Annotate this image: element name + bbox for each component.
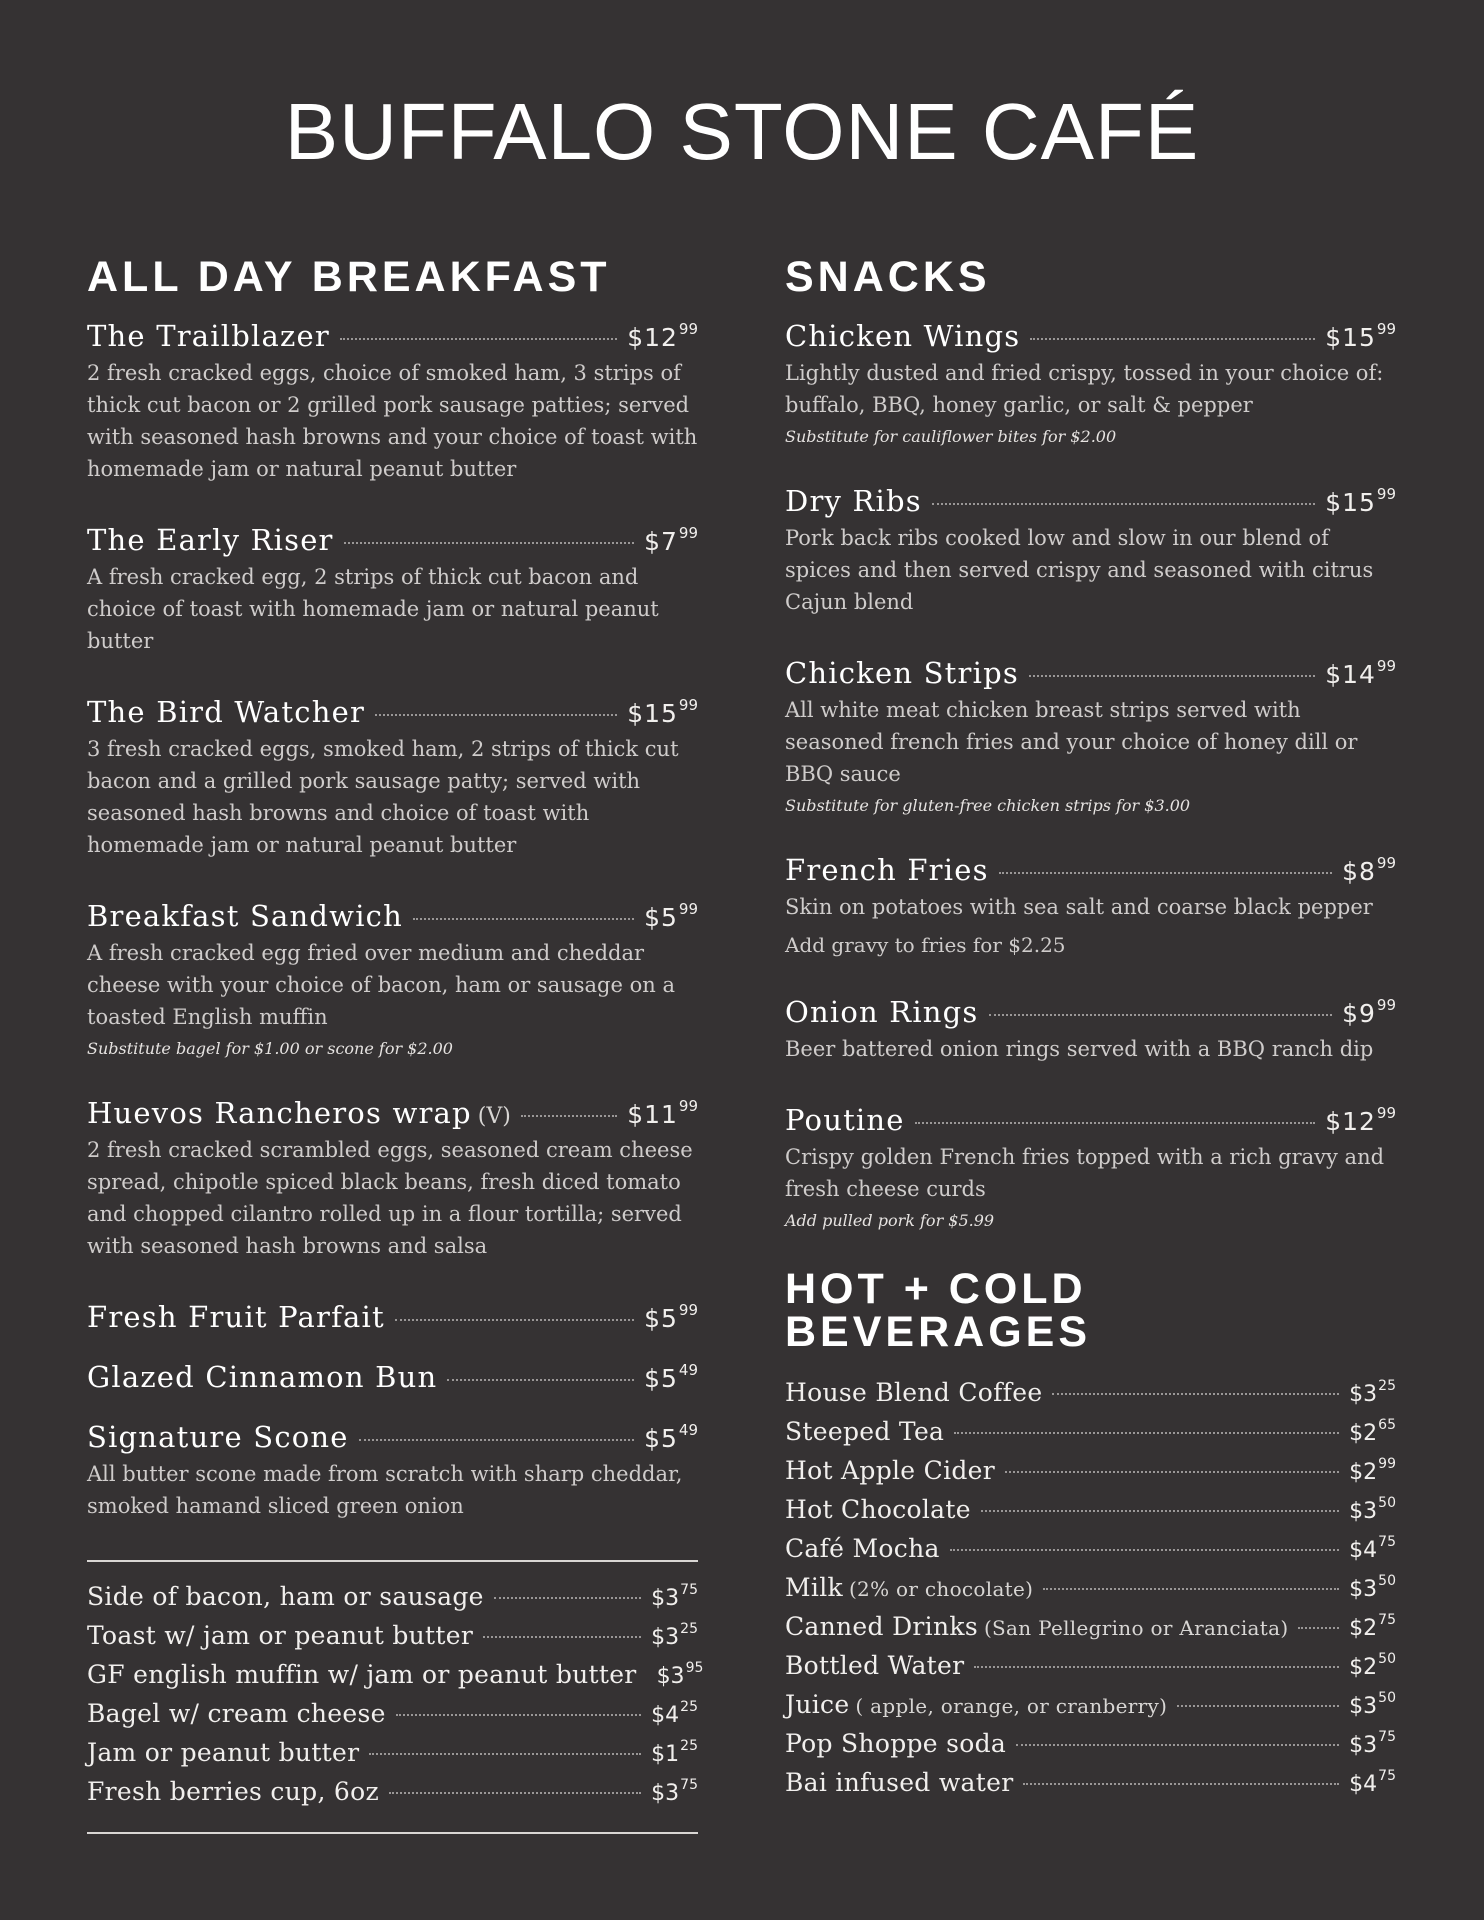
price-cents: 50 bbox=[1378, 1651, 1396, 1667]
price-cents: 99 bbox=[1378, 1456, 1396, 1472]
beverage-item bbox=[785, 1768, 1396, 1807]
dot-leader bbox=[375, 714, 617, 716]
row-name-text: Steeped Tea bbox=[785, 1417, 945, 1446]
row-name bbox=[87, 1699, 386, 1728]
menu-item-header bbox=[785, 995, 1396, 1029]
dot-leader bbox=[1016, 1744, 1339, 1746]
price-dollars: $1 bbox=[651, 1742, 680, 1767]
dot-leader bbox=[389, 1792, 641, 1794]
beverage-item bbox=[785, 1495, 1396, 1534]
price-cents: 25 bbox=[680, 1699, 698, 1715]
menu-item bbox=[87, 695, 698, 861]
item-name bbox=[785, 484, 922, 518]
row-name bbox=[785, 1495, 971, 1524]
dot-leader bbox=[989, 1014, 1333, 1016]
menu-item-header bbox=[87, 1360, 698, 1394]
price-cents: 99 bbox=[678, 900, 698, 918]
menu-item-header bbox=[87, 523, 698, 557]
row-name-text: Fresh berries cup, 6oz bbox=[87, 1777, 379, 1806]
menu-item bbox=[87, 1096, 698, 1262]
row-price bbox=[657, 1660, 704, 1689]
dot-leader bbox=[954, 1432, 1339, 1434]
price-cents: 49 bbox=[678, 1361, 698, 1379]
item-price bbox=[644, 1361, 698, 1393]
row-price bbox=[1349, 1378, 1396, 1407]
breakfast-items bbox=[87, 319, 698, 1522]
dot-leader bbox=[1043, 1588, 1339, 1590]
item-description: A fresh cracked egg, 2 strips of thick cut bacon and choice of toast with homemade jam or natural peanut butter bbox=[87, 565, 659, 653]
row-name bbox=[87, 1621, 473, 1650]
price-dollars: $2 bbox=[1349, 1421, 1378, 1446]
price-dollars: $2 bbox=[1349, 1460, 1378, 1485]
price-dollars: $3 bbox=[1349, 1577, 1378, 1602]
row-name-text: Canned Drinks bbox=[785, 1612, 978, 1641]
row-price bbox=[651, 1582, 698, 1611]
item-description: All white meat chicken breast strips served with seasoned french fries and your choice of honey dill or BBQ sauce bbox=[785, 698, 1358, 786]
item-name bbox=[87, 1096, 511, 1130]
row-name bbox=[785, 1690, 1167, 1719]
price-dollars: $4 bbox=[1349, 1772, 1378, 1797]
row-name bbox=[785, 1612, 1288, 1641]
item-price bbox=[1325, 1104, 1396, 1136]
item-name bbox=[87, 1420, 349, 1454]
price-cents: 99 bbox=[1376, 854, 1396, 872]
price-dollars: $7 bbox=[644, 527, 678, 556]
snack-items bbox=[785, 319, 1396, 1230]
price-dollars: $9 bbox=[1342, 999, 1376, 1028]
item-price bbox=[627, 1097, 698, 1129]
price-dollars: $3 bbox=[651, 1586, 680, 1611]
item-name-text: Breakfast Sandwich bbox=[87, 899, 403, 933]
item-price bbox=[1342, 996, 1396, 1028]
menu-item bbox=[785, 995, 1396, 1065]
menu-item bbox=[785, 319, 1396, 446]
item-price bbox=[644, 1421, 698, 1453]
item-name bbox=[785, 995, 979, 1029]
dot-leader bbox=[974, 1666, 1339, 1668]
price-cents: 99 bbox=[678, 1301, 698, 1319]
dot-leader bbox=[1052, 1393, 1339, 1395]
beverages-list bbox=[785, 1378, 1396, 1807]
row-name-text: Hot Chocolate bbox=[785, 1495, 971, 1524]
item-name bbox=[87, 523, 334, 557]
price-cents: 99 bbox=[678, 320, 698, 338]
item-name-text: Signature Scone bbox=[87, 1420, 349, 1454]
item-price bbox=[644, 1301, 698, 1333]
menu-item-header bbox=[87, 899, 698, 933]
dot-leader bbox=[1030, 338, 1315, 340]
row-name-text: Bagel w/ cream cheese bbox=[87, 1699, 386, 1728]
price-cents: 99 bbox=[1376, 996, 1396, 1014]
menu-item bbox=[87, 1360, 698, 1394]
item-name-text: Dry Ribs bbox=[785, 484, 922, 518]
dot-leader bbox=[1023, 1783, 1339, 1785]
row-name bbox=[87, 1777, 379, 1806]
price-cents: 99 bbox=[1376, 657, 1396, 675]
beverage-item bbox=[785, 1534, 1396, 1573]
menu-item bbox=[87, 1420, 698, 1522]
row-price bbox=[1349, 1690, 1396, 1719]
item-name bbox=[87, 899, 403, 933]
row-price bbox=[651, 1699, 698, 1728]
vegetarian-mark: (V) bbox=[477, 1104, 511, 1129]
item-description: Lightly dusted and fried crispy, tossed in your choice of: buffalo, BBQ, honey garlic, or salt & pepper bbox=[785, 361, 1384, 417]
row-name-text: Toast w/ jam or peanut butter bbox=[87, 1621, 474, 1650]
price-cents: 25 bbox=[680, 1621, 698, 1637]
item-name bbox=[785, 1103, 905, 1137]
row-price bbox=[1349, 1495, 1396, 1524]
item-name-text: Fresh Fruit Parfait bbox=[87, 1300, 385, 1334]
row-name bbox=[87, 1582, 484, 1611]
price-cents: 95 bbox=[685, 1660, 704, 1676]
price-dollars: $8 bbox=[1342, 857, 1376, 886]
row-price bbox=[1349, 1456, 1396, 1485]
dot-leader bbox=[396, 1714, 641, 1716]
beverage-item bbox=[785, 1690, 1396, 1729]
dot-leader bbox=[950, 1549, 1339, 1551]
price-cents: 99 bbox=[678, 524, 698, 542]
item-description: Crispy golden French fries topped with a rich gravy and fresh cheese curds bbox=[785, 1145, 1385, 1201]
menu-item-header bbox=[87, 1096, 698, 1130]
dot-leader bbox=[999, 872, 1332, 874]
item-name-text: The Early Riser bbox=[87, 523, 334, 557]
price-dollars: $5 bbox=[644, 1304, 678, 1333]
beverage-item bbox=[785, 1729, 1396, 1768]
menu-item-header bbox=[785, 1103, 1396, 1137]
row-price bbox=[651, 1777, 698, 1806]
dot-leader bbox=[494, 1597, 641, 1599]
dot-leader bbox=[1177, 1705, 1339, 1707]
price-dollars: $11 bbox=[627, 1100, 678, 1129]
dot-leader bbox=[932, 503, 1315, 505]
price-dollars: $2 bbox=[1349, 1616, 1378, 1641]
menu-item-header bbox=[785, 853, 1396, 887]
price-cents: 75 bbox=[1378, 1729, 1396, 1745]
price-dollars: $5 bbox=[644, 1364, 678, 1393]
item-name bbox=[785, 656, 1019, 690]
row-name bbox=[87, 1738, 359, 1767]
item-note: Substitute for gluten-free chicken strips for $3.00 bbox=[785, 796, 1191, 815]
menu-item-header bbox=[87, 695, 698, 729]
side-item bbox=[87, 1738, 698, 1777]
menu-item bbox=[785, 853, 1396, 957]
dot-leader bbox=[395, 1319, 634, 1321]
menu-item bbox=[87, 899, 698, 1058]
item-description: All butter scone made from scratch with sharp cheddar, smoked hamand sliced green onion bbox=[87, 1462, 683, 1518]
side-item bbox=[87, 1777, 698, 1816]
item-description: 3 fresh cracked eggs, smoked ham, 2 strips of thick cut bacon and a grilled pork sausage patty; served with seasoned hash browns and choice of toast with homemade jam or natural peanut butter bbox=[87, 737, 679, 857]
menu-item-header bbox=[87, 319, 698, 353]
item-name-text: Onion Rings bbox=[785, 995, 979, 1029]
price-cents: 25 bbox=[680, 1738, 698, 1754]
sides-list bbox=[87, 1562, 704, 1832]
menu-item bbox=[785, 656, 1396, 815]
price-dollars: $12 bbox=[627, 323, 678, 352]
row-price bbox=[1349, 1651, 1396, 1680]
dot-leader bbox=[340, 338, 617, 340]
dot-leader bbox=[1298, 1627, 1339, 1629]
item-price bbox=[1325, 657, 1396, 689]
dot-leader bbox=[981, 1510, 1339, 1512]
item-description: Skin on potatoes with sea salt and coarse black pepper bbox=[785, 895, 1373, 919]
snacks-heading: SNACKS bbox=[785, 253, 991, 301]
dot-leader bbox=[344, 542, 634, 544]
price-cents: 75 bbox=[680, 1777, 698, 1793]
breakfast-heading: ALL DAY BREAKFAST bbox=[87, 253, 611, 301]
row-name bbox=[785, 1768, 1013, 1797]
menu-item bbox=[87, 523, 698, 657]
beverage-item bbox=[785, 1378, 1396, 1417]
row-name-text: House Blend Coffee bbox=[785, 1378, 1043, 1407]
menu-item bbox=[87, 1300, 698, 1334]
item-name bbox=[87, 1300, 385, 1334]
item-description: Pork back ribs cooked low and slow in our blend of spices and then served crispy and seasoned with citrus Cajun blend bbox=[785, 526, 1374, 614]
side-item bbox=[87, 1660, 704, 1699]
item-price bbox=[1325, 320, 1396, 352]
item-name-text: Poutine bbox=[785, 1103, 905, 1137]
row-price bbox=[651, 1738, 698, 1767]
price-cents: 99 bbox=[1376, 485, 1396, 503]
price-dollars: $4 bbox=[651, 1703, 680, 1728]
row-name-text: Bai infused water bbox=[785, 1768, 1014, 1797]
price-cents: 75 bbox=[1378, 1534, 1396, 1550]
item-name-text: The Bird Watcher bbox=[87, 695, 366, 729]
row-price bbox=[1349, 1612, 1396, 1641]
row-name bbox=[87, 1660, 637, 1689]
dot-leader bbox=[521, 1115, 617, 1117]
row-name-text: Hot Apple Cider bbox=[785, 1456, 996, 1485]
price-dollars: $5 bbox=[644, 1424, 678, 1453]
row-name-text: Café Mocha bbox=[785, 1534, 940, 1563]
row-name bbox=[785, 1378, 1042, 1407]
item-description: 2 fresh cracked eggs, choice of smoked ham, 3 strips of thick cut bacon or 2 grilled pork sausage patties; served with seasoned hash browns and your choice of toast with homemade jam or natural peanut butter bbox=[87, 361, 698, 481]
beverage-item bbox=[785, 1651, 1396, 1690]
menu-item-header bbox=[87, 1420, 698, 1454]
row-price bbox=[1349, 1573, 1396, 1602]
cafe-title: BUFFALO STONE CAFÉ bbox=[284, 87, 1200, 176]
item-description: Beer battered onion rings served with a BBQ ranch dip bbox=[785, 1037, 1374, 1061]
row-name-text: Jam or peanut butter bbox=[87, 1738, 360, 1767]
item-note: Substitute bagel for $1.00 or scone for $2.00 bbox=[87, 1039, 453, 1058]
price-dollars: $3 bbox=[1349, 1733, 1378, 1758]
row-name-text: Side of bacon, ham or sausage bbox=[87, 1582, 484, 1611]
beverage-item bbox=[785, 1573, 1396, 1612]
row-price bbox=[1349, 1768, 1396, 1797]
price-dollars: $5 bbox=[644, 903, 678, 932]
price-cents: 75 bbox=[680, 1582, 698, 1598]
item-description: A fresh cracked egg fried over medium and cheddar cheese with your choice of bacon, ham or sausage on a toasted English muffin bbox=[87, 941, 675, 1029]
item-name bbox=[87, 1360, 437, 1394]
price-cents: 99 bbox=[678, 696, 698, 714]
price-dollars: $12 bbox=[1325, 1107, 1376, 1136]
breakfast-column bbox=[87, 253, 704, 1834]
dot-leader bbox=[1029, 675, 1315, 677]
price-cents: 50 bbox=[1378, 1573, 1396, 1589]
price-dollars: $15 bbox=[1325, 488, 1376, 517]
row-price bbox=[651, 1621, 698, 1650]
price-cents: 25 bbox=[1378, 1378, 1396, 1394]
item-price bbox=[627, 320, 698, 352]
beverage-item bbox=[785, 1456, 1396, 1495]
price-dollars: $15 bbox=[1325, 323, 1376, 352]
dot-leader bbox=[369, 1753, 641, 1755]
price-dollars: $2 bbox=[1349, 1655, 1378, 1680]
item-description: 2 fresh cracked scrambled eggs, seasoned cream cheese spread, chipotle spiced black beans, fresh diced tomato and chopped cilantro rolled up in a flour tortilla; served with seasoned hash browns and salsa bbox=[87, 1138, 693, 1258]
snacks-column bbox=[785, 253, 1396, 1807]
price-dollars: $3 bbox=[1349, 1382, 1378, 1407]
price-dollars: $14 bbox=[1325, 660, 1376, 689]
row-name bbox=[785, 1651, 964, 1680]
row-name bbox=[785, 1534, 940, 1563]
item-price bbox=[1342, 854, 1396, 886]
price-cents: 99 bbox=[1376, 1104, 1396, 1122]
dot-leader bbox=[447, 1379, 634, 1381]
menu-item-header bbox=[785, 319, 1396, 353]
menu-item-header bbox=[785, 484, 1396, 518]
item-price bbox=[627, 696, 698, 728]
side-item bbox=[87, 1582, 698, 1621]
dot-leader bbox=[359, 1439, 634, 1441]
price-cents: 49 bbox=[678, 1421, 698, 1439]
row-detail: (San Pellegrino or Aranciata) bbox=[983, 1616, 1289, 1640]
item-price bbox=[644, 524, 698, 556]
item-name bbox=[785, 319, 1020, 353]
item-price bbox=[644, 900, 698, 932]
price-cents: 50 bbox=[1378, 1495, 1396, 1511]
dot-leader bbox=[1005, 1471, 1339, 1473]
price-dollars: $15 bbox=[627, 699, 678, 728]
price-cents: 75 bbox=[1378, 1612, 1396, 1628]
price-dollars: $4 bbox=[1349, 1538, 1378, 1563]
menu-item bbox=[785, 484, 1396, 618]
item-name bbox=[87, 319, 330, 353]
row-price bbox=[1349, 1729, 1396, 1758]
price-dollars: $3 bbox=[651, 1625, 680, 1650]
divider-bottom bbox=[87, 1832, 698, 1834]
item-name-text: The Trailblazer bbox=[87, 319, 330, 353]
row-detail: (2% or chocolate) bbox=[848, 1577, 1034, 1601]
item-name bbox=[87, 695, 365, 729]
item-name-text: Huevos Rancheros wrap bbox=[87, 1096, 472, 1130]
dot-leader bbox=[483, 1636, 641, 1638]
price-cents: 75 bbox=[1378, 1768, 1396, 1784]
price-cents: 99 bbox=[1376, 320, 1396, 338]
item-name bbox=[785, 853, 989, 887]
price-cents: 99 bbox=[678, 1097, 698, 1115]
row-name bbox=[785, 1729, 1006, 1758]
price-cents: 65 bbox=[1378, 1417, 1396, 1433]
menu-item bbox=[87, 319, 698, 485]
dot-leader bbox=[413, 918, 634, 920]
row-price bbox=[1349, 1417, 1396, 1446]
row-name bbox=[785, 1573, 1033, 1602]
row-name-text: Pop Shoppe soda bbox=[785, 1729, 1007, 1758]
price-cents: 50 bbox=[1378, 1690, 1396, 1706]
menu-item bbox=[785, 1103, 1396, 1230]
beverage-item bbox=[785, 1612, 1396, 1651]
price-dollars: $3 bbox=[656, 1664, 685, 1689]
price-dollars: $3 bbox=[1349, 1694, 1378, 1719]
row-price bbox=[1349, 1534, 1396, 1563]
item-name-text: Glazed Cinnamon Bun bbox=[87, 1360, 438, 1394]
row-name bbox=[785, 1417, 944, 1446]
menu-item-header bbox=[785, 656, 1396, 690]
row-name-text: GF english muffin w/ jam or peanut butter bbox=[87, 1660, 637, 1689]
item-price bbox=[1325, 485, 1396, 517]
beverages-heading: HOT + COLD BEVERAGES bbox=[785, 1265, 1092, 1356]
row-detail: ( apple, orange, or cranberry) bbox=[855, 1694, 1168, 1718]
side-item bbox=[87, 1621, 698, 1660]
price-dollars: $3 bbox=[1349, 1499, 1378, 1524]
menu-item-header bbox=[87, 1300, 698, 1334]
row-name bbox=[785, 1456, 995, 1485]
item-addon: Add gravy to fries for $2.25 bbox=[785, 933, 1066, 957]
row-name-text: Bottled Water bbox=[785, 1651, 965, 1680]
dot-leader bbox=[915, 1122, 1316, 1124]
row-name-text: Milk bbox=[785, 1573, 843, 1602]
item-name-text: Chicken Strips bbox=[785, 656, 1019, 690]
row-name-text: Juice bbox=[785, 1690, 850, 1719]
item-note: Substitute for cauliflower bites for $2.00 bbox=[785, 427, 1117, 446]
side-item bbox=[87, 1699, 698, 1738]
item-name-text: Chicken Wings bbox=[785, 319, 1021, 353]
beverage-item bbox=[785, 1417, 1396, 1456]
price-dollars: $3 bbox=[651, 1781, 680, 1806]
item-note: Add pulled pork for $5.99 bbox=[785, 1211, 995, 1230]
item-name-text: French Fries bbox=[785, 853, 989, 887]
